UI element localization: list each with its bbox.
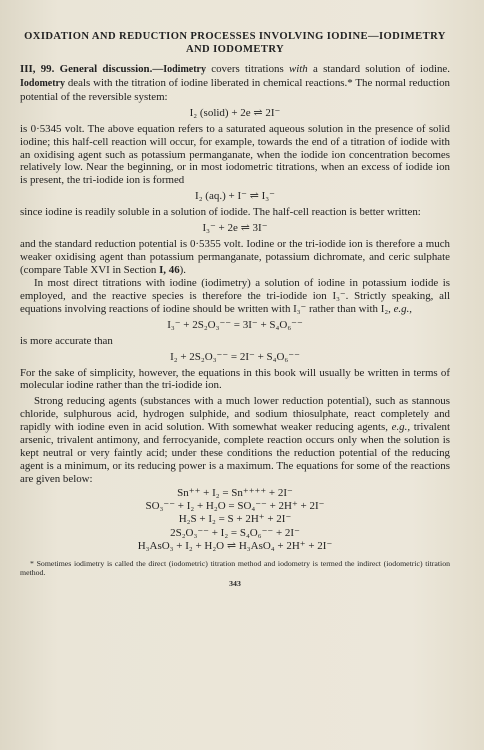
- intro-text-a: covers titrations: [206, 63, 289, 75]
- footnote: * Sometimes iodimetry is called the direct (iodometric) titration method and iodometry is termed the indirect (iodometric) titration method.: [20, 558, 450, 578]
- equation-iodine-solid: I₂ (solid) + 2e ⇌ 2I⁻: [189, 106, 281, 119]
- section-heading: General discussion.—: [59, 63, 164, 75]
- paragraph-simplicity: For the sake of simplicity, however, the equations in this book will usually be written in terms of molecular iodine rather than the tri-iodide ion.: [20, 366, 450, 392]
- section-number: III, 99.: [20, 63, 55, 75]
- eg-italic-2: e.g.,: [391, 421, 411, 434]
- equation-triiodide-thiosulphate: I₃⁻ + 2S₂O₃⁻⁻ = 3I⁻ + S₄O₆⁻⁻: [167, 318, 303, 331]
- equation-thiosulphate: 2S₂O₃⁻⁻ + I₂ = S₄O₆⁻⁻ + 2I⁻: [170, 526, 300, 539]
- page-number: 343: [229, 578, 241, 588]
- term-iodometry: Iodometry: [20, 77, 65, 89]
- reducing-agents-text-a: Strong reducing agents (substances with a much lower reduction potential), such as stannous chloride, sulphurous acid, hydrogen sulphide, and sodium thiosulphate, react completely and rapidly with iodine even in acid solution. With somewhat weaker reducing agents,: [20, 395, 450, 434]
- equation-triiodide-formation: I₂ (aq.) + I⁻ ⇌ I₃⁻: [195, 190, 275, 203]
- paragraph-standard-potential: [20, 238, 450, 277]
- section-reference: I, 46: [159, 263, 180, 276]
- equation-arsenious: H₃AsO₃ + I₂ + H₂O ⇌ H₃AsO₄ + 2H⁺ + 2I⁻: [137, 540, 333, 553]
- standard-potential-text: and the standard reduction potential is 0·5355 volt. Iodine or the tri-iodide ion is therefore a much weaker oxidising agent than potassium permanganate, potassium dichromate, and ceric sulphate (compare Table XVI in Section: [20, 238, 450, 276]
- reaction-equations: [20, 487, 450, 554]
- paragraph-potential: is 0·5345 volt. The above equation refers to a saturated aqueous solution in the presence of solid iodine; this half-cell reaction will occur, for example, towards the end of a titration of iodide with an oxidising agent such as potassium permanganate, when the iodide ion concentration becomes relatively low. Near the beginning, or in most iodometric titrations, when an excess of iodide ion is present, the tri-iodide ion is formed: [20, 122, 450, 187]
- eg-italic: e.g.,: [393, 302, 413, 315]
- term-iodimetry: Iodimetry: [163, 64, 206, 75]
- standard-potential-end: ).: [179, 263, 186, 276]
- equation-hydrogen-sulphide: H₂S + I₂ = S + 2H⁺ + 2I⁻: [178, 513, 292, 526]
- paragraph-direct-titrations: [20, 277, 450, 316]
- paragraph-reducing-agents: [20, 395, 450, 485]
- intro-text-b: a standard solution of iodine.: [307, 63, 450, 75]
- chapter-title: OXIDATION AND REDUCTION PROCESSES INVOLVING IODINE—IODIMETRY AND IODOMETRY: [24, 31, 446, 55]
- equation-sulphite: SO₃⁻⁻ + I₂ + H₂O = SO₄⁻⁻ + 2H⁺ + 2I⁻: [145, 500, 325, 513]
- equation-iodine-thiosulphate: I₂ + 2S₂O₃⁻⁻ = 2I⁻ + S₄O₆⁻⁻: [170, 350, 300, 363]
- reducing-agents-text-b: trivalent arsenic, trivalent antimony, and ferrocyanide, complete reaction occurs only when the solution is kept neutral or very faintly acid; under these conditions the reduction potential of the reducing agent is a minimum, or its reducing power is a maximum. The equations for some of the reactions are given below:: [20, 421, 450, 485]
- equation-triiodide-halfcell: I₃⁻ + 2e ⇌ 3I⁻: [202, 222, 268, 235]
- intro-text-c: deals with the titration of iodine liberated in chemical reactions.* The normal reduction potential of the reversible system:: [20, 76, 450, 103]
- paragraph-intro: [20, 63, 450, 104]
- paragraph-more-accurate: is more accurate than: [20, 334, 113, 347]
- direct-titrations-text: In most direct titrations with iodine (iodimetry) a solution of iodine in potassium iodide is employed, and the reactive species is therefore the tri-iodide ion I₃⁻. Strictly speaking, all equations involving reactions of iodine should be written with I₃⁻ rather than with I₂,: [20, 276, 450, 315]
- equation-stannous: Sn⁺⁺ + I₂ = Sn⁺⁺⁺⁺ + 2I⁻: [177, 486, 293, 499]
- paragraph-soluble: since iodine is readily soluble in a solution of iodide. The half-cell reaction is better written:: [20, 206, 421, 219]
- intro-with-italic: with: [288, 63, 308, 75]
